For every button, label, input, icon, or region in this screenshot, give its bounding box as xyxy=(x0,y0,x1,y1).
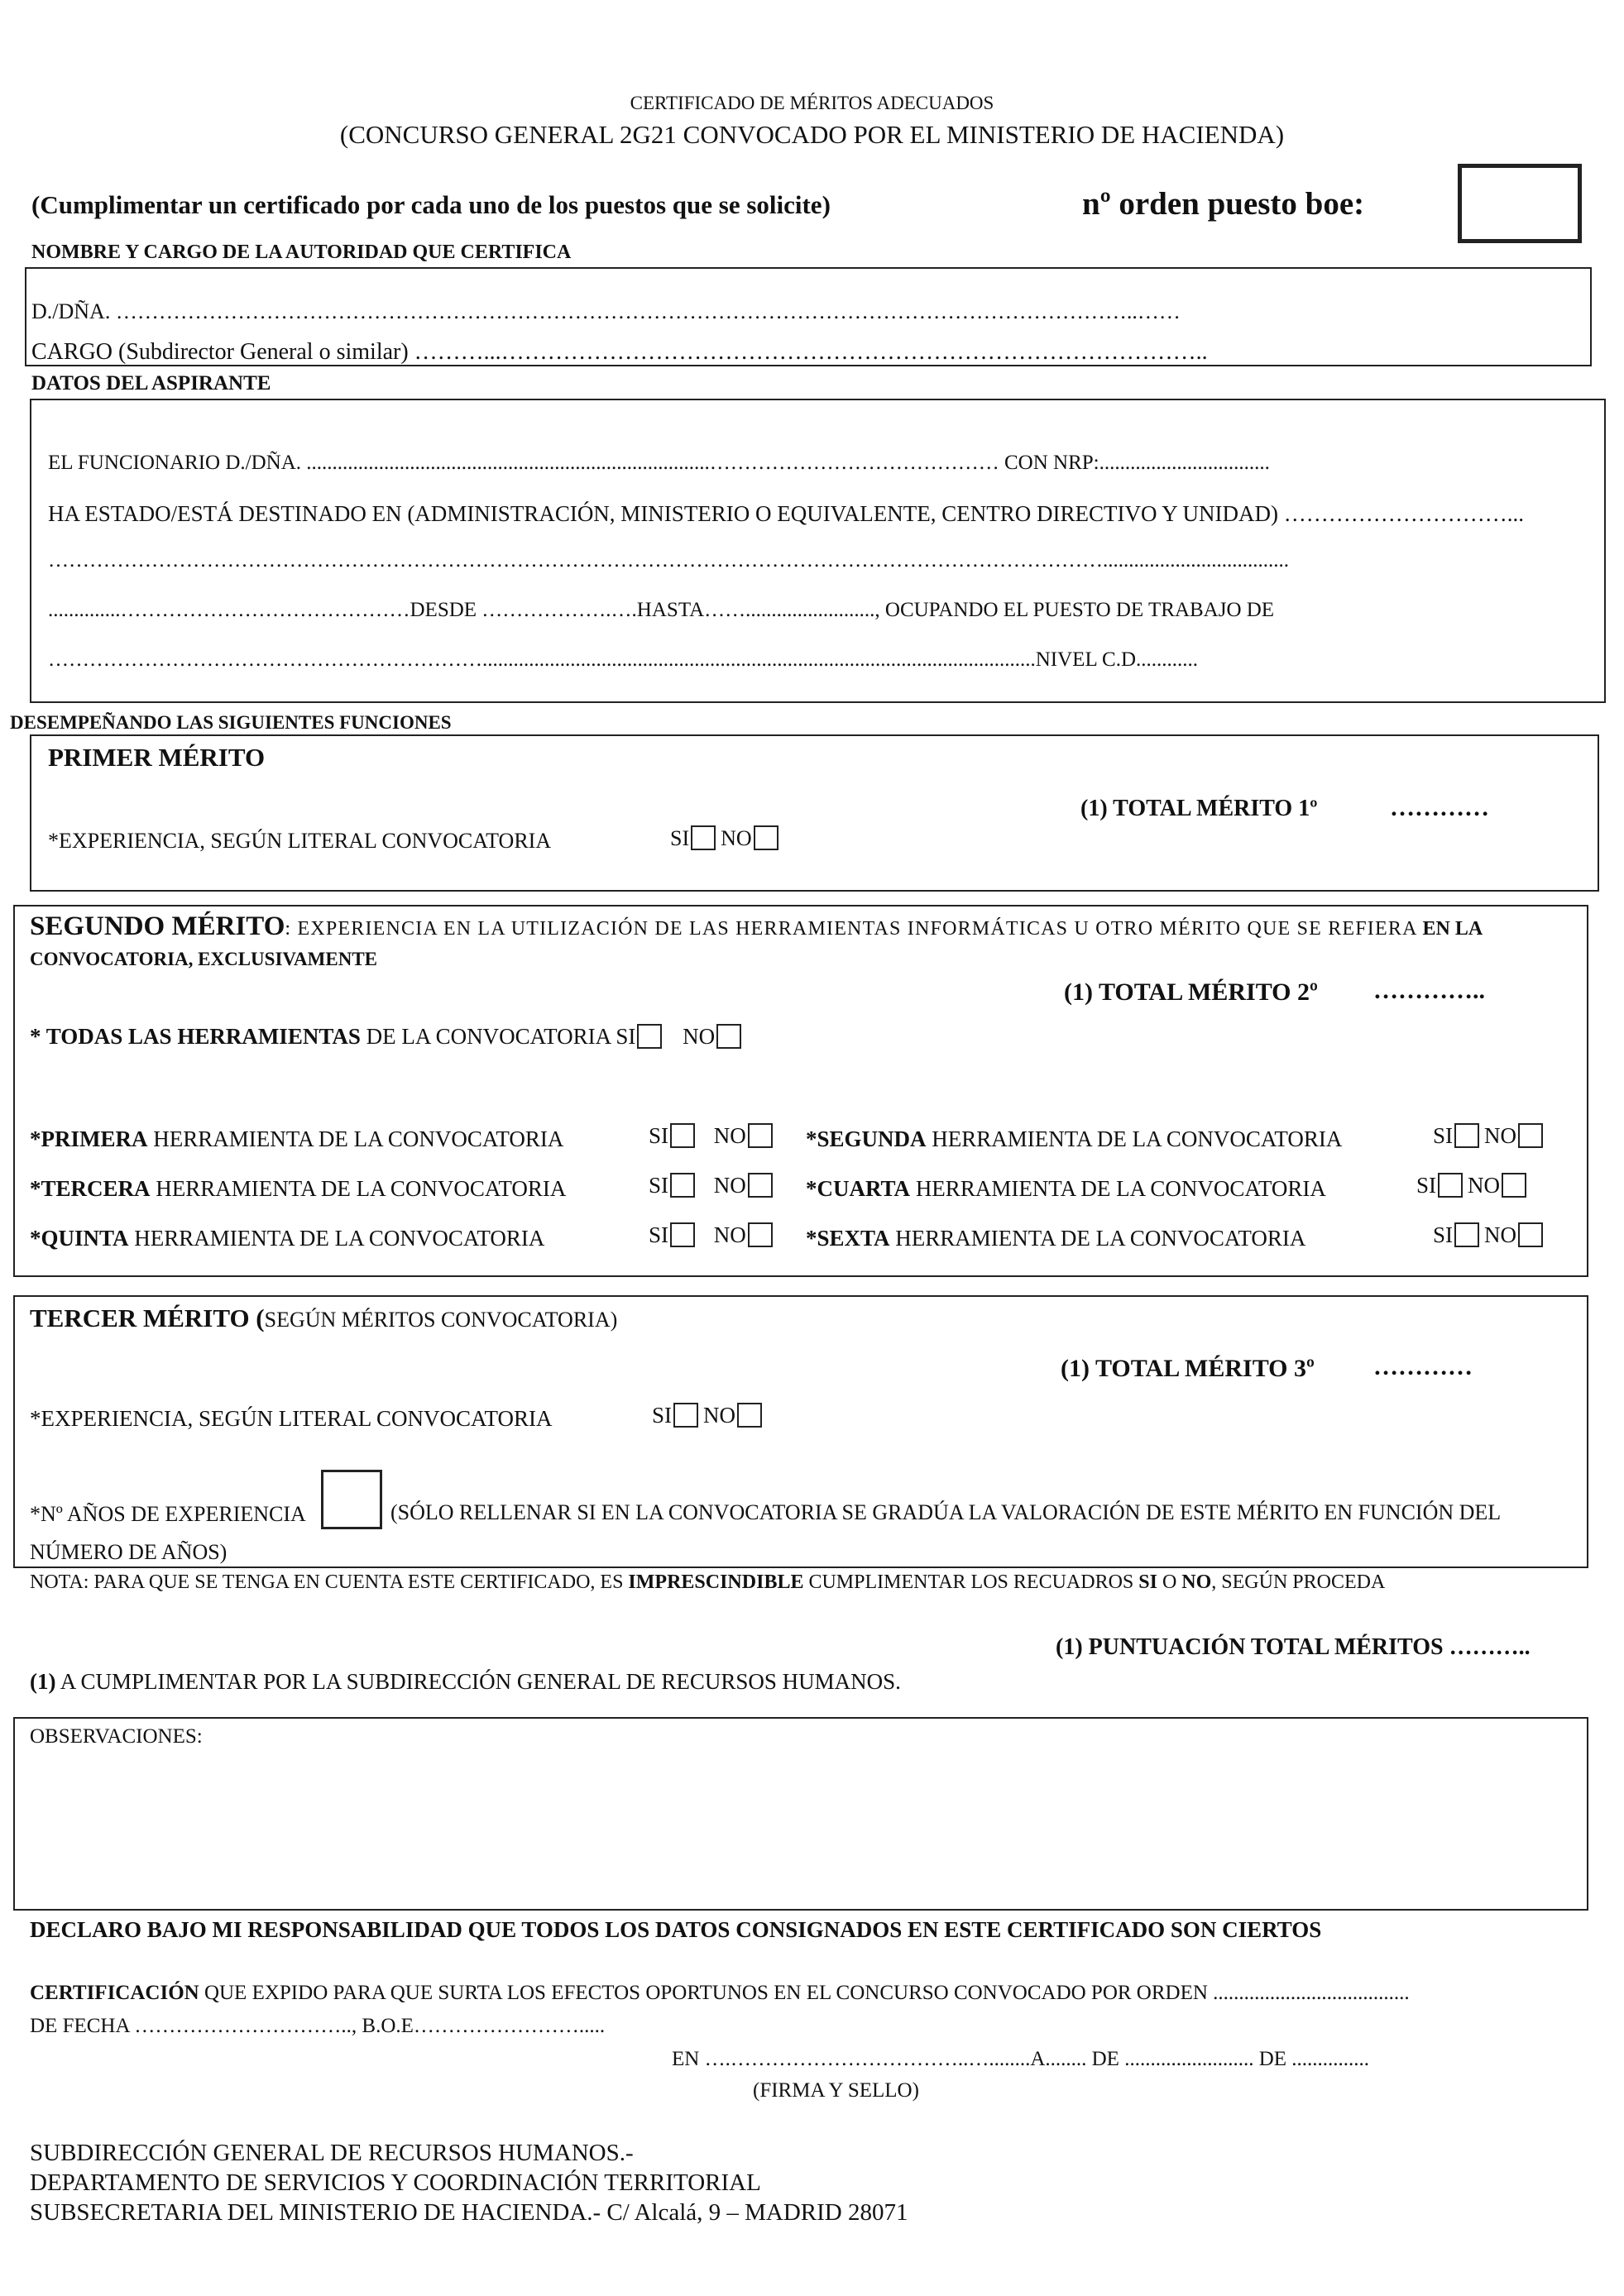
puntuacion-total[interactable]: (1) PUNTUACIÓN TOTAL MÉRITOS ……….. xyxy=(1056,1634,1531,1660)
todas-rest: DE LA CONVOCATORIA SI xyxy=(360,1024,636,1049)
nota-bold: IMPRESCINDIBLE xyxy=(628,1571,804,1593)
merito2-todas-row xyxy=(30,1024,746,1050)
no-label: NO xyxy=(683,1024,716,1049)
si-label: SI xyxy=(649,1173,669,1198)
merito2-total-value[interactable]: ………….. xyxy=(1373,977,1485,1004)
certificacion-line-1[interactable] xyxy=(30,1982,1410,2005)
tool-label-rest: HERRAMIENTA DE LA CONVOCATORIA xyxy=(910,1176,1326,1201)
merito2-desc-line-2: CONVOCATORIA, EXCLUSIVAMENTE xyxy=(30,949,377,969)
tool-sino-cuarta xyxy=(1416,1173,1531,1198)
si-label: SI xyxy=(649,1123,669,1148)
aspirante-line-5[interactable]: ………………………………………………………...........................................................................................................NIVEL C.D............ xyxy=(48,648,1199,671)
certificacion-text: QUE EXPIDO PARA QUE SURTA LOS EFECTOS OPORTUNOS EN EL CONCURSO CONVOCADO POR ORDEN ...................................... xyxy=(199,1982,1410,2004)
tool-row-tercera xyxy=(30,1176,566,1202)
document-title: CERTIFICADO DE MÉRITOS ADECUADOS xyxy=(630,93,994,113)
anos-input-box[interactable] xyxy=(321,1470,382,1529)
si-checkbox[interactable] xyxy=(670,1173,695,1198)
nota-text: NOTA: PARA QUE SE TENGA EN CUENTA ESTE CERTIFICADO, ES xyxy=(30,1571,629,1593)
merito3-title: TERCER MÉRITO ( xyxy=(30,1303,265,1332)
tool-row-quinta xyxy=(30,1226,544,1251)
no-label: NO xyxy=(713,1222,746,1247)
aspirante-line-1[interactable]: EL FUNCIONARIO D./DÑA. ..............................................................................…………………………………… CON NRP:................................. xyxy=(48,452,1270,474)
nota-bold: SI xyxy=(1138,1571,1157,1593)
merito3-total-value[interactable]: ………… xyxy=(1373,1353,1473,1380)
si-label: SI xyxy=(1416,1173,1437,1198)
tool-row-sexta xyxy=(806,1226,1305,1251)
si-checkbox[interactable] xyxy=(1454,1222,1479,1247)
observaciones-label: OBSERVACIONES: xyxy=(30,1725,203,1748)
merito3-anos-note-2: NÚMERO DE AÑOS) xyxy=(30,1540,228,1564)
autoridad-heading: NOMBRE Y CARGO DE LA AUTORIDAD QUE CERTIFICA xyxy=(31,242,572,263)
merito1-total-label: (1) TOTAL MÉRITO 1º xyxy=(1080,796,1318,821)
aspirante-heading: DATOS DEL ASPIRANTE xyxy=(31,372,271,395)
merito1-title: PRIMER MÉRITO xyxy=(48,743,266,772)
footnote-text: A CUMPLIMENTAR POR LA SUBDIRECCIÓN GENERAL DE RECURSOS HUMANOS. xyxy=(55,1669,901,1694)
tool-label-rest: HERRAMIENTA DE LA CONVOCATORIA xyxy=(926,1126,1343,1151)
todas-label: * TODAS LAS HERRAMIENTAS xyxy=(30,1024,361,1049)
no-checkbox[interactable] xyxy=(1502,1173,1526,1198)
firma-sello-label: (FIRMA Y SELLO) xyxy=(753,2079,919,2102)
si-label: SI xyxy=(1433,1123,1454,1148)
tool-row-primera xyxy=(30,1126,563,1152)
si-checkbox[interactable] xyxy=(1454,1123,1479,1148)
si-checkbox[interactable] xyxy=(691,825,716,850)
tool-row-segunda xyxy=(806,1126,1342,1152)
footer-line-2: DEPARTAMENTO DE SERVICIOS Y COORDINACIÓN TERRITORIAL xyxy=(30,2169,761,2196)
no-checkbox[interactable] xyxy=(1518,1123,1543,1148)
no-label: NO xyxy=(713,1123,746,1148)
autoridad-cargo-line[interactable]: CARGO (Subdirector General o similar) ………...……………………………………………………………………………….. xyxy=(31,339,1208,365)
funciones-heading: DESEMPEÑANDO LAS SIGUIENTES FUNCIONES xyxy=(10,712,452,733)
nota-text: CUMPLIMENTAR LOS RECUADROS xyxy=(803,1571,1139,1593)
si-checkbox[interactable] xyxy=(673,1403,698,1428)
aspirante-line-4[interactable]: ..............……………………………………DESDE ……………….….HASTA……........................., OCUPANDO EL PUESTO DE TRABAJO DE xyxy=(48,599,1275,621)
no-checkbox[interactable] xyxy=(748,1222,773,1247)
si-label: SI xyxy=(670,826,690,850)
no-label: NO xyxy=(713,1173,746,1198)
tool-label-rest: HERRAMIENTA DE LA CONVOCATORIA xyxy=(150,1176,567,1201)
merito2-title: SEGUNDO MÉRITO xyxy=(30,911,285,941)
merito3-experiencia-label: *EXPERIENCIA, SEGÚN LITERAL CONVOCATORIA xyxy=(30,1406,553,1431)
tool-sino-primera xyxy=(649,1123,778,1149)
orden-label: nº orden puesto boe: xyxy=(1082,186,1365,222)
tool-label-rest: HERRAMIENTA DE LA CONVOCATORIA xyxy=(889,1226,1306,1251)
no-checkbox[interactable] xyxy=(716,1024,741,1049)
no-checkbox[interactable] xyxy=(1518,1222,1543,1247)
tool-label-bold: *SEXTA xyxy=(806,1226,890,1251)
orden-input-box[interactable] xyxy=(1458,164,1582,243)
tool-sino-quinta xyxy=(649,1222,778,1248)
tool-label-bold: *QUINTA xyxy=(30,1226,129,1251)
nota-text: , SEGÚN PROCEDA xyxy=(1211,1571,1386,1593)
merito2-desc: : EXPERIENCIA EN LA UTILIZACIÓN DE LAS HERRAMIENTAS INFORMÁTICAS U OTRO MÉRITO QUE SE REFIERA xyxy=(285,918,1423,940)
merito3-anos-label: *Nº AÑOS DE EXPERIENCIA xyxy=(30,1502,306,1526)
declaro-statement: DECLARO BAJO MI RESPONSABILIDAD QUE TODOS LOS DATOS CONSIGNADOS EN ESTE CERTIFICADO SON CIERTOS xyxy=(30,1917,1322,1942)
si-checkbox[interactable] xyxy=(637,1024,662,1049)
tool-sino-tercera xyxy=(649,1173,778,1198)
no-checkbox[interactable] xyxy=(748,1123,773,1148)
aspirante-line-3[interactable]: ……………………………………………………………………………………………………………………………………….................................... xyxy=(48,549,1289,572)
footer-line-1: SUBDIRECCIÓN GENERAL DE RECURSOS HUMANOS.- xyxy=(30,2140,634,2166)
merito2-total-label: (1) TOTAL MÉRITO 2º xyxy=(1064,978,1318,1006)
si-checkbox[interactable] xyxy=(670,1123,695,1148)
si-checkbox[interactable] xyxy=(670,1222,695,1247)
certificacion-line-2[interactable]: DE FECHA ………………………….., B.O.E……………………..... xyxy=(30,2015,606,2037)
no-label: NO xyxy=(1484,1222,1517,1247)
merito1-si-no xyxy=(670,825,783,851)
merito3-anos-note: (SÓLO RELLENAR SI EN LA CONVOCATORIA SE GRADÚA LA VALORACIÓN DE ESTE MÉRITO EN FUNCIÓN DEL xyxy=(390,1500,1502,1524)
no-checkbox[interactable] xyxy=(748,1173,773,1198)
merito3-title-rest: SEGÚN MÉRITOS CONVOCATORIA) xyxy=(264,1308,618,1332)
tool-label-bold: *TERCERA xyxy=(30,1176,151,1201)
autoridad-dna-line[interactable]: D./DÑA. ……………………………………………………………………………………………………………………………..…… xyxy=(31,299,1181,323)
merito3-box xyxy=(13,1295,1588,1568)
merito3-total-label: (1) TOTAL MÉRITO 3º xyxy=(1061,1355,1315,1382)
merito3-header xyxy=(30,1303,617,1333)
tool-label-rest: HERRAMIENTA DE LA CONVOCATORIA xyxy=(147,1126,564,1151)
no-checkbox[interactable] xyxy=(737,1403,762,1428)
certificacion-bold: CERTIFICACIÓN xyxy=(30,1982,199,2004)
merito3-si-no xyxy=(652,1403,767,1428)
merito2-desc-bold: EN LA xyxy=(1422,918,1483,940)
no-checkbox[interactable] xyxy=(754,825,778,850)
tool-label-bold: *CUARTA xyxy=(806,1176,911,1201)
merito1-box xyxy=(30,734,1599,892)
observaciones-box[interactable] xyxy=(13,1717,1588,1911)
nota-bold: NO xyxy=(1181,1571,1212,1593)
no-label: NO xyxy=(703,1403,736,1428)
no-label: NO xyxy=(1484,1123,1517,1148)
tool-label-rest: HERRAMIENTA DE LA CONVOCATORIA xyxy=(128,1226,545,1251)
aspirante-line-2[interactable]: HA ESTADO/ESTÁ DESTINADO EN (ADMINISTRACIÓN, MINISTERIO O EQUIVALENTE, CENTRO DIRECTIVO Y UNIDAD) …………………………... xyxy=(48,501,1524,526)
nota-text: O xyxy=(1157,1571,1182,1593)
si-checkbox[interactable] xyxy=(1438,1173,1463,1198)
certificacion-line-3[interactable]: EN ….……………………………..…........A........ DE ......................... DE ............... xyxy=(672,2048,1370,2070)
merito1-experiencia-label: *EXPERIENCIA, SEGÚN LITERAL CONVOCATORIA xyxy=(48,829,552,853)
tool-sino-segunda xyxy=(1433,1123,1548,1149)
footnote xyxy=(30,1669,901,1695)
si-label: SI xyxy=(1433,1222,1454,1247)
merito1-total-value[interactable]: ………… xyxy=(1390,794,1489,821)
merito2-header-line xyxy=(30,911,1483,942)
instruction-text: (Cumplimentar un certificado por cada uno de los puestos que se solicite) xyxy=(31,190,831,219)
tool-sino-sexta xyxy=(1433,1222,1548,1248)
tool-row-cuarta xyxy=(806,1176,1326,1202)
si-label: SI xyxy=(652,1403,673,1428)
no-label: NO xyxy=(721,826,752,850)
tool-label-bold: *SEGUNDA xyxy=(806,1126,927,1151)
si-label: SI xyxy=(649,1222,669,1247)
document-subtitle: (CONCURSO GENERAL 2G21 CONVOCADO POR EL MINISTERIO DE HACIENDA) xyxy=(339,120,1285,149)
footnote-mark: (1) xyxy=(30,1669,56,1694)
tool-label-bold: *PRIMERA xyxy=(30,1126,148,1151)
footer-line-3: SUBSECRETARIA DEL MINISTERIO DE HACIENDA.- C/ Alcalá, 9 – MADRID 28071 xyxy=(30,2199,908,2226)
no-label: NO xyxy=(1468,1173,1501,1198)
nota-line xyxy=(30,1571,1385,1594)
